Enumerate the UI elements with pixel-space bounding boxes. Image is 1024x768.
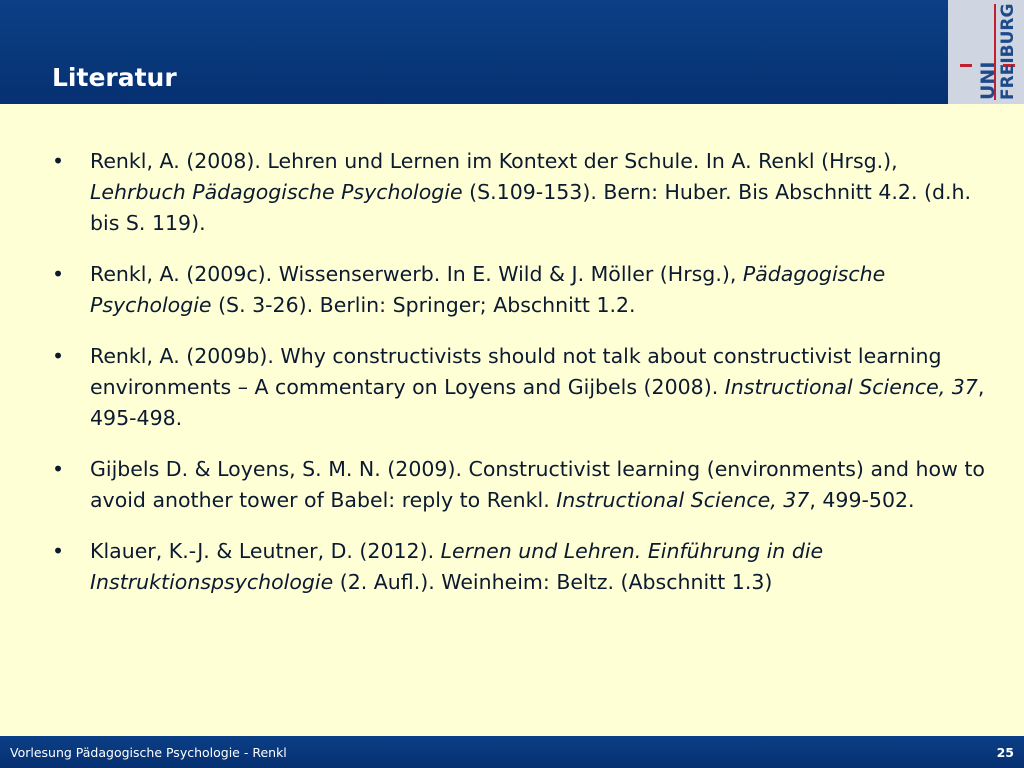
reference-list: [52, 146, 992, 618]
svg-text:FREIBURG: FREIBURG: [998, 3, 1018, 100]
bullet-icon: •: [52, 539, 65, 563]
reference-text: , 499-502.: [809, 488, 915, 512]
reference-title-italic: Instructional Science, 37: [724, 375, 978, 399]
reference-text: (S.109-153). Bern: Huber. Bis Abschnitt 4.2. (d.h. bis S. 119).: [90, 180, 972, 235]
reference-title-italic: Instructional Science, 37: [556, 488, 810, 512]
bullet-icon: •: [52, 344, 65, 368]
header-bar: [0, 0, 948, 104]
reference-title-italic: Lehrbuch Pädagogische Psychologie: [90, 180, 463, 204]
reference-text: (S. 3-26). Berlin: Springer; Abschnitt 1.2.: [211, 293, 636, 317]
slide-title: Literatur: [52, 63, 177, 92]
reference-text: Renkl, A. (2009c). Wissenserwerb. In E. Wild & J. Möller (Hrsg.),: [90, 262, 743, 286]
reference-text: Renkl, A. (2009b). Why constructivists should not talk about constructivist learning environments – A commentary on Loyens and Gijbels (2008).: [90, 344, 942, 399]
bullet-icon: •: [52, 457, 65, 481]
reference-item: [52, 454, 992, 516]
bullet-icon: •: [52, 262, 65, 286]
page-number: 25: [996, 745, 1014, 760]
university-logo: [948, 0, 1024, 104]
bullet-icon: •: [52, 149, 65, 173]
svg-text:UNI: UNI: [977, 61, 999, 100]
footer-bar: [0, 736, 1024, 768]
reference-item: [52, 259, 992, 321]
reference-text: Gijbels D. & Loyens, S. M. N. (2009). Constructivist learning (environments) and how to avoid another tower of Babel: reply to Renkl.: [90, 457, 985, 512]
uni-freiburg-logo-icon: [948, 0, 1024, 104]
reference-title-italic: Pädagogische Psychologie: [90, 262, 886, 317]
reference-text: , 495-498.: [90, 375, 985, 430]
reference-item: [52, 536, 992, 598]
reference-text: Renkl, A. (2008). Lehren und Lernen im Kontext der Schule. In A. Renkl (Hrsg.),: [90, 149, 898, 173]
reference-title-italic: Lernen und Lehren. Einführung in die Instruktionspsychologie: [90, 539, 824, 594]
footer-lecture-title: Vorlesung Pädagogische Psychologie - Renkl: [10, 745, 287, 760]
reference-item: [52, 341, 992, 434]
reference-item: [52, 146, 992, 239]
reference-text: Klauer, K.-J. & Leutner, D. (2012).: [90, 539, 441, 563]
reference-text: (2. Aufl.). Weinheim: Beltz. (Abschnitt 1.3): [333, 570, 773, 594]
